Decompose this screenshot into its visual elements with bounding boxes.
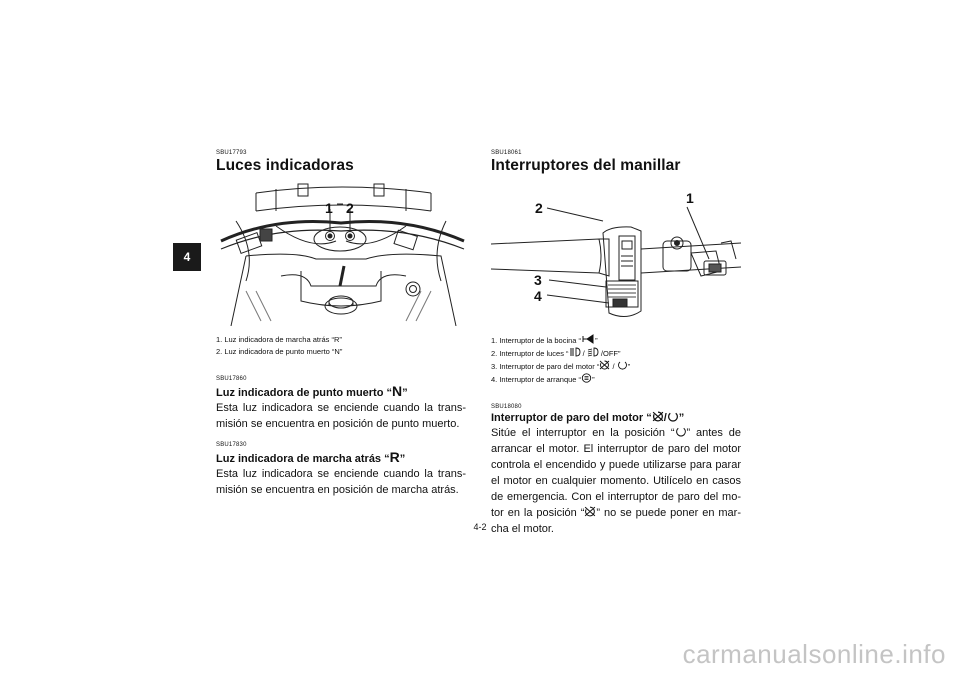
caption-item: 2. Luz indicadora de punto muerto “N”	[216, 347, 343, 356]
engine-stop-off-icon	[599, 360, 610, 370]
reverse-light-body: Esta luz indicadora se enciende cuando la trans-misión se encuentra en posición de marcha atrás.	[216, 468, 466, 496]
heading-text: Interruptor de paro del motor “	[491, 412, 652, 424]
caption-text: 1. Interruptor de la bocina “	[491, 336, 582, 345]
starter-icon	[581, 373, 592, 383]
engine-run-icon	[617, 360, 628, 370]
caption-text: 3. Interruptor de paro del motor “	[491, 362, 600, 371]
section-title: Interruptores del manillar	[491, 157, 681, 174]
section-code: SBU17793	[216, 150, 247, 156]
body-text: ” antes de arrancar el motor. El interruptor de paro del motor controla el encendido y puede utilizarse para parar el motor en cualquier momento. Utilícelo en casos de emergencia. Con el interruptor de paro del mo-tor en la posición “	[491, 427, 741, 519]
caption-text: /OFF”	[598, 349, 621, 358]
handlebar-switch-illustration	[491, 181, 741, 326]
caption-item	[491, 347, 741, 360]
reverse-symbol: R	[389, 449, 400, 465]
caption-item	[491, 334, 741, 347]
low-beam-icon	[587, 347, 599, 357]
figure-label-4: 4	[534, 288, 542, 304]
page-number: 4-2	[473, 522, 487, 532]
section-code: SBU17830	[216, 442, 247, 448]
heading-text: ”	[678, 412, 685, 424]
watermark: carmanualsonline.info	[682, 639, 946, 669]
heading-text: Luz indicadora de punto muerto “	[216, 387, 392, 399]
caption-item	[491, 373, 741, 386]
neutral-light-heading	[216, 383, 466, 399]
reverse-light-heading	[216, 449, 466, 465]
engine-run-icon	[667, 411, 679, 422]
engine-stop-off-icon	[584, 506, 596, 517]
figure-captions	[216, 334, 466, 358]
section-code: SBU17860	[216, 376, 247, 382]
stop-switch-body	[491, 425, 741, 537]
neutral-light-body: Esta luz indicadora se enciende cuando la trans-misión se encuentra en posición de punto muerto.	[216, 402, 466, 430]
section-code: SBU18061	[491, 150, 522, 156]
figure-label-2: 2	[535, 200, 543, 216]
engine-stop-off-icon	[652, 411, 664, 422]
caption-item: 1. Luz indicadora de marcha atrás “R”	[216, 335, 342, 344]
caption-text: 4. Interruptor de arranque “	[491, 375, 582, 384]
heading-text: ”	[399, 453, 406, 465]
high-beam-icon	[569, 347, 581, 357]
figure-label-1: 1	[325, 200, 333, 216]
caption-text: /	[580, 349, 587, 358]
neutral-symbol: N	[392, 383, 403, 399]
right-column	[491, 150, 741, 537]
heading-text: ”	[402, 387, 408, 399]
caption-item	[491, 360, 741, 373]
caption-text: ”	[595, 336, 598, 345]
engine-run-icon	[675, 426, 687, 437]
stop-switch-heading	[491, 411, 741, 424]
section-title: Luces indicadoras	[216, 157, 354, 174]
section-code: SBU18080	[491, 404, 522, 410]
caption-text: ”	[592, 375, 595, 384]
left-column	[216, 150, 466, 498]
chapter-tab: 4	[173, 243, 201, 271]
caption-text: /	[610, 362, 617, 371]
body-text: ” no se puede poner en mar-cha el motor.	[491, 507, 741, 535]
body-text: Sitúe el interruptor en la posición “	[491, 427, 675, 439]
heading-text: /	[663, 412, 667, 424]
caption-text: ”	[627, 362, 631, 371]
figure-label-3: 3	[534, 272, 542, 288]
figure-label-1: 1	[686, 190, 694, 206]
heading-text: Luz indicadora de marcha atrás “	[216, 453, 390, 465]
dashboard-indicator-illustration	[216, 181, 466, 326]
caption-text: 2. Interruptor de luces “	[491, 349, 569, 358]
figure-captions	[491, 334, 741, 386]
figure-label-2: 2	[346, 200, 354, 216]
horn-icon	[581, 334, 595, 344]
